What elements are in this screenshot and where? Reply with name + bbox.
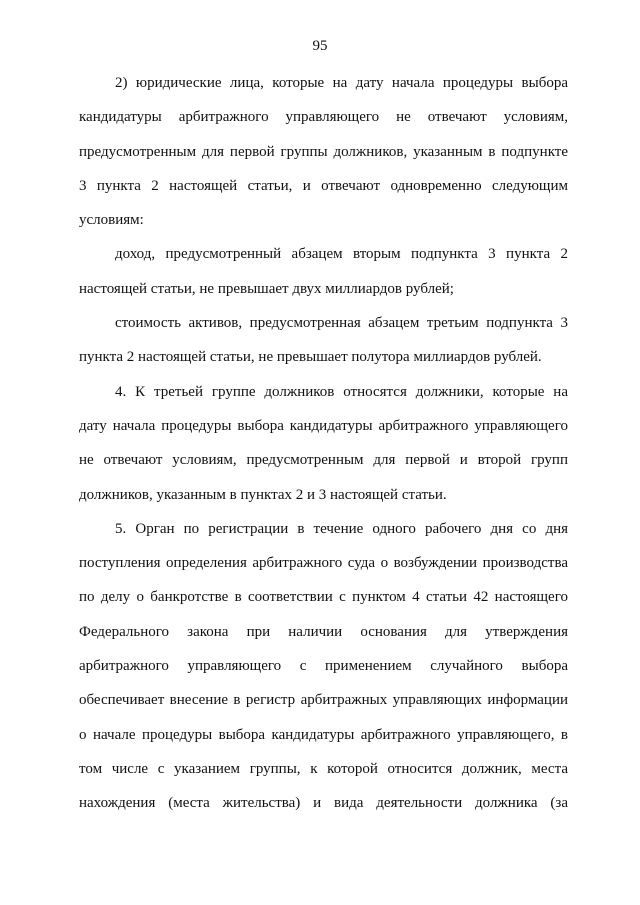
text-line: о начале процедуры выбора кандидатуры арбитражного управляющего, в (79, 726, 568, 743)
text-line: не отвечают условиям, предусмотренным для первой и второй групп (79, 452, 568, 469)
text-line: том числе с указанием группы, к которой относится должник, места (79, 760, 568, 777)
document-body (79, 66, 568, 821)
text-line: условиям: (79, 212, 144, 229)
text-line: Федерального закона при наличии основания для утверждения (79, 623, 568, 640)
text-line: должников, указанным в пунктах 2 и 3 настоящей статьи. (79, 486, 447, 503)
text-line: кандидатуры арбитражного управляющего не отвечают условиям, (79, 109, 568, 126)
text-line: 5. Орган по регистрации в течение одного рабочего дня со дня (115, 520, 568, 537)
text-line: поступления определения арбитражного суда о возбуждении производства (79, 555, 568, 572)
text-line: 4. К третьей группе должников относятся должники, которые на (115, 383, 568, 400)
text-line: настоящей статьи, не превышает двух миллиардов рублей; (79, 280, 454, 297)
text-line: 2) юридические лица, которые на дату начала процедуры выбора (115, 75, 568, 91)
text-line: доход, предусмотренный абзацем вторым подпункта 3 пункта 2 (115, 246, 568, 263)
text-line: арбитражного управляющего с применением случайного выбора (79, 658, 568, 675)
text-line: стоимость активов, предусмотренная абзацем третьим подпункта 3 (115, 315, 568, 332)
text-line: дату начала процедуры выбора кандидатуры арбитражного управляющего (79, 417, 568, 434)
text-line: предусмотренным для первой группы должников, указанным в подпункте (79, 143, 568, 160)
text-line: нахождения (места жительства) и вида деятельности должника (за (79, 795, 568, 812)
text-line: по делу о банкротстве в соответствии с пунктом 4 статьи 42 настоящего (79, 589, 568, 606)
text-line: пункта 2 настоящей статьи, не превышает полутора миллиардов рублей. (79, 349, 542, 366)
text-line: 3 пункта 2 настоящей статьи, и отвечают одновременно следующим (79, 177, 568, 194)
page-number: 95 (312, 38, 328, 54)
text-line: обеспечивает внесение в регистр арбитражных управляющих информации (79, 692, 568, 709)
